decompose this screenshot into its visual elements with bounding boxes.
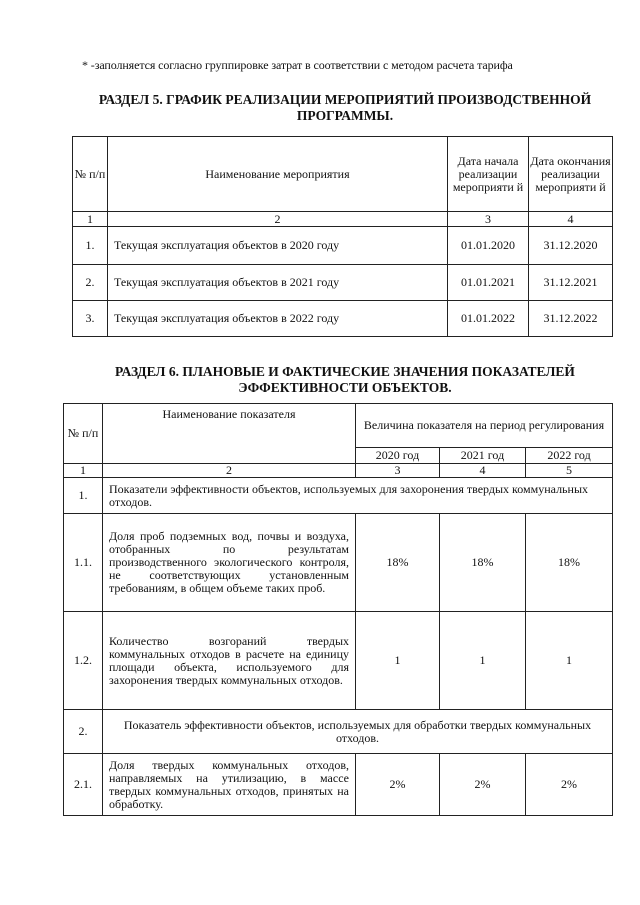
col-number: 5: [526, 464, 613, 478]
group-row: [64, 478, 613, 514]
row-num: 2.1.: [64, 754, 103, 816]
section6-title: РАЗДЕЛ 6. ПЛАНОВЫЕ И ФАКТИЧЕСКИЕ ЗНАЧЕНИЯ ПОКАЗАТЕЛЕЙ ЭФФЕКТИВНОСТИ ОБЪЕКТОВ.: [115, 364, 575, 395]
row-end-date: 31.12.2021: [529, 265, 613, 301]
row-num: 1.1.: [64, 514, 103, 612]
row-num: 2.: [73, 265, 108, 301]
table-row: [73, 301, 613, 337]
row-start-date: 01.01.2021: [448, 265, 529, 301]
row-start-date: 01.01.2022: [448, 301, 529, 337]
section5-title: РАЗДЕЛ 5. ГРАФИК РЕАЛИЗАЦИИ МЕРОПРИЯТИЙ ПРОИЗВОДСТВЕННОЙ ПРОГРАММЫ.: [98, 92, 592, 123]
table-row: [64, 514, 613, 612]
table-header-row: [64, 404, 613, 448]
group-row: [64, 710, 613, 754]
section5-table: [72, 136, 613, 337]
row-end-date: 31.12.2022: [529, 301, 613, 337]
column-number-row: [64, 464, 613, 478]
row-indicator-name: Доля твердых коммунальных отходов, направляемых на утилизацию, в массе твердых коммунальных отходов, принятых на обработку.: [103, 754, 356, 816]
row-num: 1.2.: [64, 612, 103, 710]
col-number: 1: [64, 464, 103, 478]
col-number: 3: [448, 212, 529, 227]
row-num: 3.: [73, 301, 108, 337]
header-value-period: Величина показателя на период регулирования: [356, 404, 613, 448]
footnote: * -заполняется согласно группировке затрат в соответствии с методом расчета тарифа: [82, 58, 513, 72]
col-number: 2: [103, 464, 356, 478]
col-number: 3: [356, 464, 440, 478]
header-num: № п/п: [64, 404, 103, 464]
row-value-2021: 2%: [440, 754, 526, 816]
group-num: 2.: [64, 710, 103, 754]
year-header: 2022 год: [526, 448, 613, 464]
row-value-2020: 18%: [356, 514, 440, 612]
header-num: № п/п: [73, 137, 108, 212]
header-end-date: Дата окончания реализации мероприяти й: [529, 137, 613, 212]
column-number-row: [73, 212, 613, 227]
row-value-2021: 18%: [440, 514, 526, 612]
col-number: 2: [108, 212, 448, 227]
row-indicator-name: Количество возгораний твердых коммунальных отходов в расчете на единицу площади объекта, используемого для захоронения твердых коммунальных отходов.: [103, 612, 356, 710]
col-number: 1: [73, 212, 108, 227]
header-name: Наименование мероприятия: [108, 137, 448, 212]
row-value-2022: 18%: [526, 514, 613, 612]
table-row: [73, 227, 613, 265]
table-row: [64, 612, 613, 710]
row-start-date: 01.01.2020: [448, 227, 529, 265]
table-header-row: [73, 137, 613, 212]
row-value-2022: 1: [526, 612, 613, 710]
row-indicator-name: Доля проб подземных вод, почвы и воздуха, отобранных по результатам производственного экологического контроля, не соответствующих установленным требованиям, в общем объеме таких проб.: [103, 514, 356, 612]
group-title: Показатели эффективности объектов, используемых для захоронения твердых коммунальных отходов.: [103, 478, 613, 514]
row-end-date: 31.12.2020: [529, 227, 613, 265]
row-value-2022: 2%: [526, 754, 613, 816]
row-value-2020: 1: [356, 612, 440, 710]
col-number: 4: [529, 212, 613, 227]
row-value-2021: 1: [440, 612, 526, 710]
group-title: Показатель эффективности объектов, используемых для обработки твердых коммунальных отходов.: [103, 710, 613, 754]
row-num: 1.: [73, 227, 108, 265]
row-name: Текущая эксплуатация объектов в 2021 году: [108, 265, 448, 301]
group-num: 1.: [64, 478, 103, 514]
year-header: 2021 год: [440, 448, 526, 464]
row-name: Текущая эксплуатация объектов в 2020 году: [108, 227, 448, 265]
row-value-2020: 2%: [356, 754, 440, 816]
header-indicator-name: Наименование показателя: [103, 404, 356, 464]
table-row: [73, 265, 613, 301]
section6-table: [63, 403, 613, 816]
year-header: 2020 год: [356, 448, 440, 464]
col-number: 4: [440, 464, 526, 478]
table-row: [64, 754, 613, 816]
row-name: Текущая эксплуатация объектов в 2022 году: [108, 301, 448, 337]
header-start-date: Дата начала реализации мероприяти й: [448, 137, 529, 212]
